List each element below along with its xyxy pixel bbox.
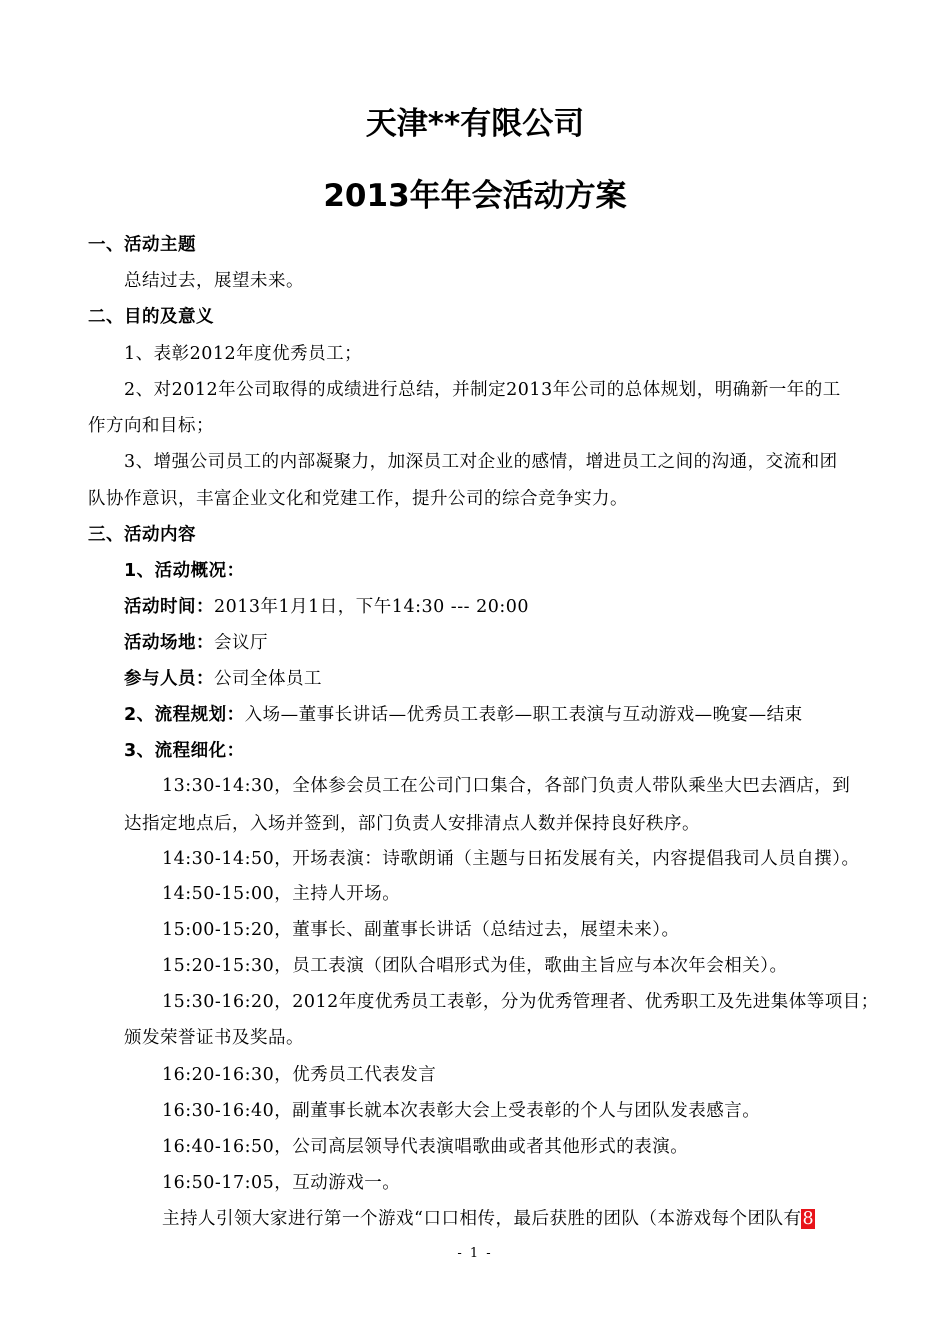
section2-item1: 1、表彰2012年度优秀员工； (124, 344, 363, 364)
flow-last-line-text: 主持人引领大家进行第一个游戏“口口相传，最后获胜的团队（本游戏每个团队有 (162, 1209, 802, 1229)
page-number: - 1 - (457, 1246, 493, 1261)
activity-time-label: 活动时间： (124, 597, 214, 617)
flow-line: 16:20-16:30，优秀员工代表发言 (162, 1065, 437, 1085)
flow-line: 15:20-15:30，员工表演（团队合唱形式为佳，歌曲主旨应与本次年会相关）。 (162, 956, 788, 976)
flow-line: 13:30-14:30，全体参会员工在公司门口集合，各部门负责人带队乘坐大巴去酒店，到 (162, 776, 851, 796)
flow-line: 14:30-14:50，开场表演：诗歌朗诵（主题与日拓发展有关，内容提倡我司人员自撰）。 (162, 849, 860, 869)
flow-line: 16:40-16:50，公司高层领导代表演唱歌曲或者其他形式的表演。 (162, 1137, 689, 1157)
flow-line: 15:30-16:20，2012年度优秀员工表彰，分为优秀管理者、优秀职工及先进集体等项目； (162, 992, 879, 1012)
activity-venue-value: 会议厅 (214, 633, 268, 653)
section1-body: 总结过去，展望未来。 (124, 271, 304, 291)
activity-people-row (124, 667, 322, 691)
flow-plan-value: 入场—董事长讲话—优秀员工表彰—职工表演与互动游戏—晚宴—结束 (244, 705, 803, 725)
section2-item2-line2: 作方向和目标； (88, 416, 214, 436)
section3-sub1: 1、活动概况： (124, 561, 245, 581)
activity-time-row (124, 595, 529, 619)
document-title-company: 天津**有限公司 (365, 106, 585, 142)
flow-plan-label: 2、流程规划： (124, 705, 245, 725)
flow-line: 16:50-17:05，互动游戏一。 (162, 1173, 401, 1193)
activity-time-value: 2013年1月1日，下午14:30 --- 20:00 (214, 597, 530, 617)
section3-sub3: 3、流程细化： (124, 741, 245, 761)
document-title-plan: 2013年年会活动方案 (323, 178, 627, 214)
flow-line: 达指定地点后，入场并签到，部门负责人安排清点人数并保持良好秩序。 (124, 814, 700, 834)
activity-venue-row (124, 631, 268, 655)
section2-item3-line1: 3、增强公司员工的内部凝聚力，加深员工对企业的感情，增进员工之间的沟通，交流和团 (124, 452, 838, 472)
flow-plan-row (124, 703, 803, 727)
section1-heading: 一、活动主题 (88, 235, 196, 255)
flow-line: 颁发荣誉证书及奖品。 (124, 1028, 304, 1048)
section2-heading: 二、目的及意义 (88, 307, 214, 327)
section3-heading: 三、活动内容 (88, 525, 196, 545)
activity-people-label: 参与人员： (124, 669, 214, 689)
section2-item2-line1: 2、对2012年公司取得的成绩进行总结，并制定2013年公司的总体规划，明确新一年的工 (124, 380, 841, 400)
flow-line: 15:00-15:20，董事长、副董事长讲话（总结过去，展望未来）。 (162, 920, 680, 940)
flow-line: 16:30-16:40，副董事长就本次表彰大会上受表彰的个人与团队发表感言。 (162, 1101, 761, 1121)
highlighted-number: 8 (802, 1209, 815, 1229)
activity-people-value: 公司全体员工 (214, 669, 322, 689)
flow-last-line (162, 1207, 815, 1231)
section2-item3-line2: 队协作意识，丰富企业文化和党建工作，提升公司的综合竞争实力。 (88, 489, 628, 509)
flow-line: 14:50-15:00，主持人开场。 (162, 884, 401, 904)
activity-venue-label: 活动场地： (124, 633, 214, 653)
